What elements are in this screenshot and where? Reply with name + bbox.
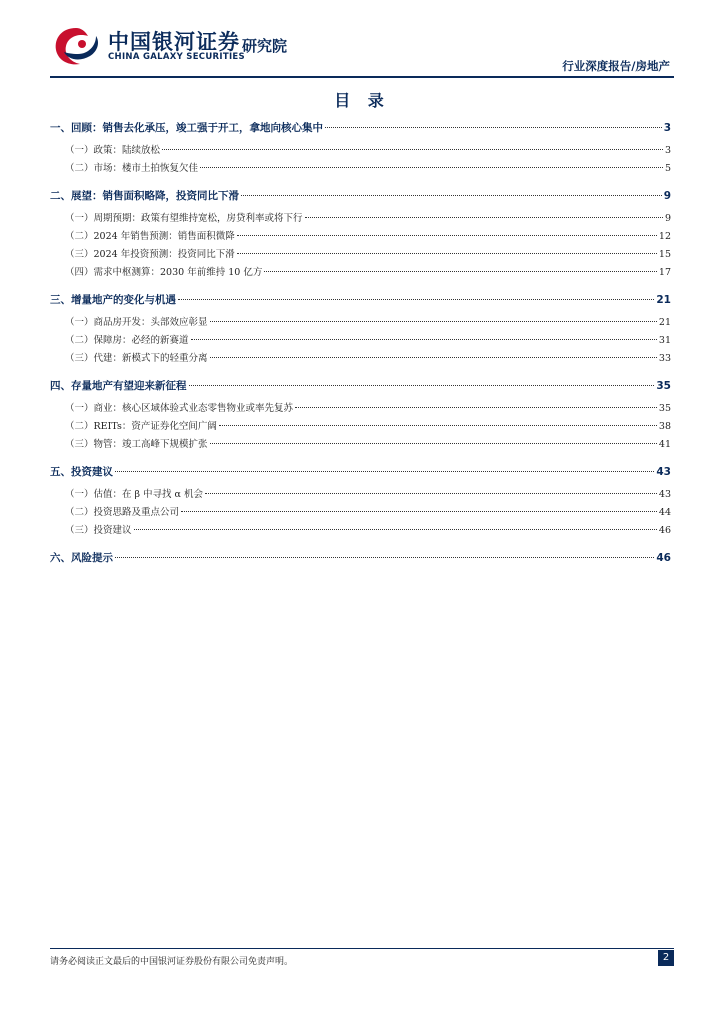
- toc-page-number: 31: [658, 335, 671, 346]
- toc-subsection-entry[interactable]: [50, 264, 671, 282]
- toc-entry-text: 六、风险提示: [50, 552, 113, 564]
- toc-section-entry[interactable]: [50, 550, 671, 572]
- toc-page-number: 5: [664, 163, 671, 174]
- toc-section-entry[interactable]: [50, 292, 671, 314]
- brand-name-en: CHINA GALAXY SECURITIES: [108, 52, 245, 62]
- institute-label: 研究院: [242, 37, 288, 55]
- dot-leader: [181, 511, 657, 512]
- toc-entry-text: 一、回顾：销售去化承压，竣工强于开工，拿地向核心集中: [50, 122, 323, 134]
- toc-section-entry[interactable]: [50, 120, 671, 142]
- dot-leader: [237, 235, 657, 236]
- toc-page-number: 9: [664, 213, 671, 224]
- toc-entry-text: 五、投资建议: [50, 466, 113, 478]
- dot-leader: [189, 385, 655, 386]
- toc-entry-text: （一）商业：核心区域体验式业态零售物业或率先复苏: [65, 403, 294, 414]
- dot-leader: [219, 425, 657, 426]
- toc-entry-text: 三、增量地产的变化与机遇: [50, 294, 176, 306]
- toc-page-number: 41: [658, 439, 671, 450]
- dot-leader: [295, 407, 657, 408]
- toc-page-number: 21: [656, 294, 671, 306]
- toc-page-number: 9: [663, 190, 671, 202]
- dot-leader: [162, 149, 663, 150]
- dot-leader: [325, 127, 662, 128]
- toc-subsection-entry[interactable]: [50, 160, 671, 178]
- dot-leader: [205, 493, 657, 494]
- toc-page-number: 3: [664, 145, 671, 156]
- table-of-contents: [50, 118, 671, 572]
- toc-page-number: 35: [656, 380, 671, 392]
- toc-entry-text: （一）政策：陆续放松: [65, 145, 161, 156]
- toc-subsection-entry[interactable]: [50, 142, 671, 160]
- dot-leader: [210, 357, 657, 358]
- dot-leader: [134, 529, 657, 530]
- toc-section-entry[interactable]: [50, 188, 671, 210]
- toc-subsection-entry[interactable]: [50, 210, 671, 228]
- toc-entry-text: （三）物管：竣工高峰下规模扩张: [65, 439, 208, 450]
- toc-subsection-entry[interactable]: [50, 246, 671, 264]
- toc-entry-text: （二）投资思路及重点公司: [65, 507, 180, 518]
- dot-leader: [237, 253, 657, 254]
- galaxy-logo-icon: [50, 24, 102, 68]
- toc-subsection-entry[interactable]: [50, 228, 671, 246]
- dot-leader: [200, 167, 663, 168]
- toc-entry-text: （二）市场：楼市土拍恢复欠佳: [65, 163, 199, 174]
- toc-page-number: 43: [658, 489, 671, 500]
- toc-gap: [50, 282, 671, 290]
- report-type: 行业深度报告/房地产: [562, 59, 670, 73]
- toc-entry-text: （三）投资建议: [65, 525, 132, 536]
- toc-page-number: 44: [658, 507, 671, 518]
- brand-name-cn: 中国银河证券: [108, 30, 240, 54]
- footer-disclaimer: 请务必阅读正文最后的中国银河证券股份有限公司免责声明。: [50, 957, 294, 967]
- header-divider: [50, 76, 674, 78]
- toc-entry-text: （二）REITs：资产证券化空间广阔: [65, 421, 217, 432]
- toc-page-number: 35: [658, 403, 671, 414]
- toc-entry-text: （三）代建：新模式下的轻重分离: [65, 353, 208, 364]
- dot-leader: [115, 557, 654, 558]
- toc-section-entry[interactable]: [50, 464, 671, 486]
- toc-entry-text: （四）需求中枢测算：2030 年前维持 10 亿方: [65, 267, 263, 278]
- toc-page-number: 21: [658, 317, 671, 328]
- toc-subsection-entry[interactable]: [50, 314, 671, 332]
- toc-gap: [50, 454, 671, 462]
- toc-gap: [50, 368, 671, 376]
- dot-leader: [178, 299, 654, 300]
- toc-page-number: 17: [658, 267, 671, 278]
- toc-page-number: 12: [658, 231, 671, 242]
- toc-entry-text: （三）2024 年投资预测：投资同比下滑: [65, 249, 235, 260]
- toc-subsection-entry[interactable]: [50, 400, 671, 418]
- footer-divider: [50, 948, 674, 949]
- toc-page-number: 33: [658, 353, 671, 364]
- toc-subsection-entry[interactable]: [50, 486, 671, 504]
- toc-page-number: 46: [656, 552, 671, 564]
- toc-subsection-entry[interactable]: [50, 418, 671, 436]
- toc-entry-text: （一）周期预期：政策有望维持宽松，房贷利率或将下行: [65, 213, 303, 224]
- dot-leader: [191, 339, 657, 340]
- dot-leader: [115, 471, 654, 472]
- toc-subsection-entry[interactable]: [50, 350, 671, 368]
- toc-gap: [50, 178, 671, 186]
- toc-gap: [50, 540, 671, 548]
- toc-entry-text: （一）估值：在 β 中寻找 α 机会: [65, 489, 203, 500]
- toc-page-number: 38: [658, 421, 671, 432]
- toc-entry-text: （二）2024 年销售预测：销售面积微降: [65, 231, 235, 242]
- dot-leader: [210, 443, 657, 444]
- toc-entry-text: 二、展望：销售面积略降，投资同比下滑: [50, 190, 239, 202]
- toc-entry-text: （一）商品房开发：头部效应彰显: [65, 317, 208, 328]
- page-header: [0, 0, 724, 80]
- page-number: 2: [658, 950, 674, 966]
- toc-subsection-entry[interactable]: [50, 504, 671, 522]
- dot-leader: [210, 321, 657, 322]
- dot-leader: [241, 195, 662, 196]
- dot-leader: [305, 217, 663, 218]
- toc-title: 目 录: [334, 91, 390, 110]
- toc-page-number: 43: [656, 466, 671, 478]
- toc-entry-text: （二）保障房：必经的新赛道: [65, 335, 189, 346]
- toc-page-number: 3: [663, 122, 671, 134]
- dot-leader: [264, 271, 657, 272]
- toc-page-number: 46: [658, 525, 671, 536]
- toc-page-number: 15: [658, 249, 671, 260]
- toc-subsection-entry[interactable]: [50, 522, 671, 540]
- toc-entry-text: 四、存量地产有望迎来新征程: [50, 380, 187, 392]
- toc-subsection-entry[interactable]: [50, 436, 671, 454]
- toc-section-entry[interactable]: [50, 378, 671, 400]
- toc-subsection-entry[interactable]: [50, 332, 671, 350]
